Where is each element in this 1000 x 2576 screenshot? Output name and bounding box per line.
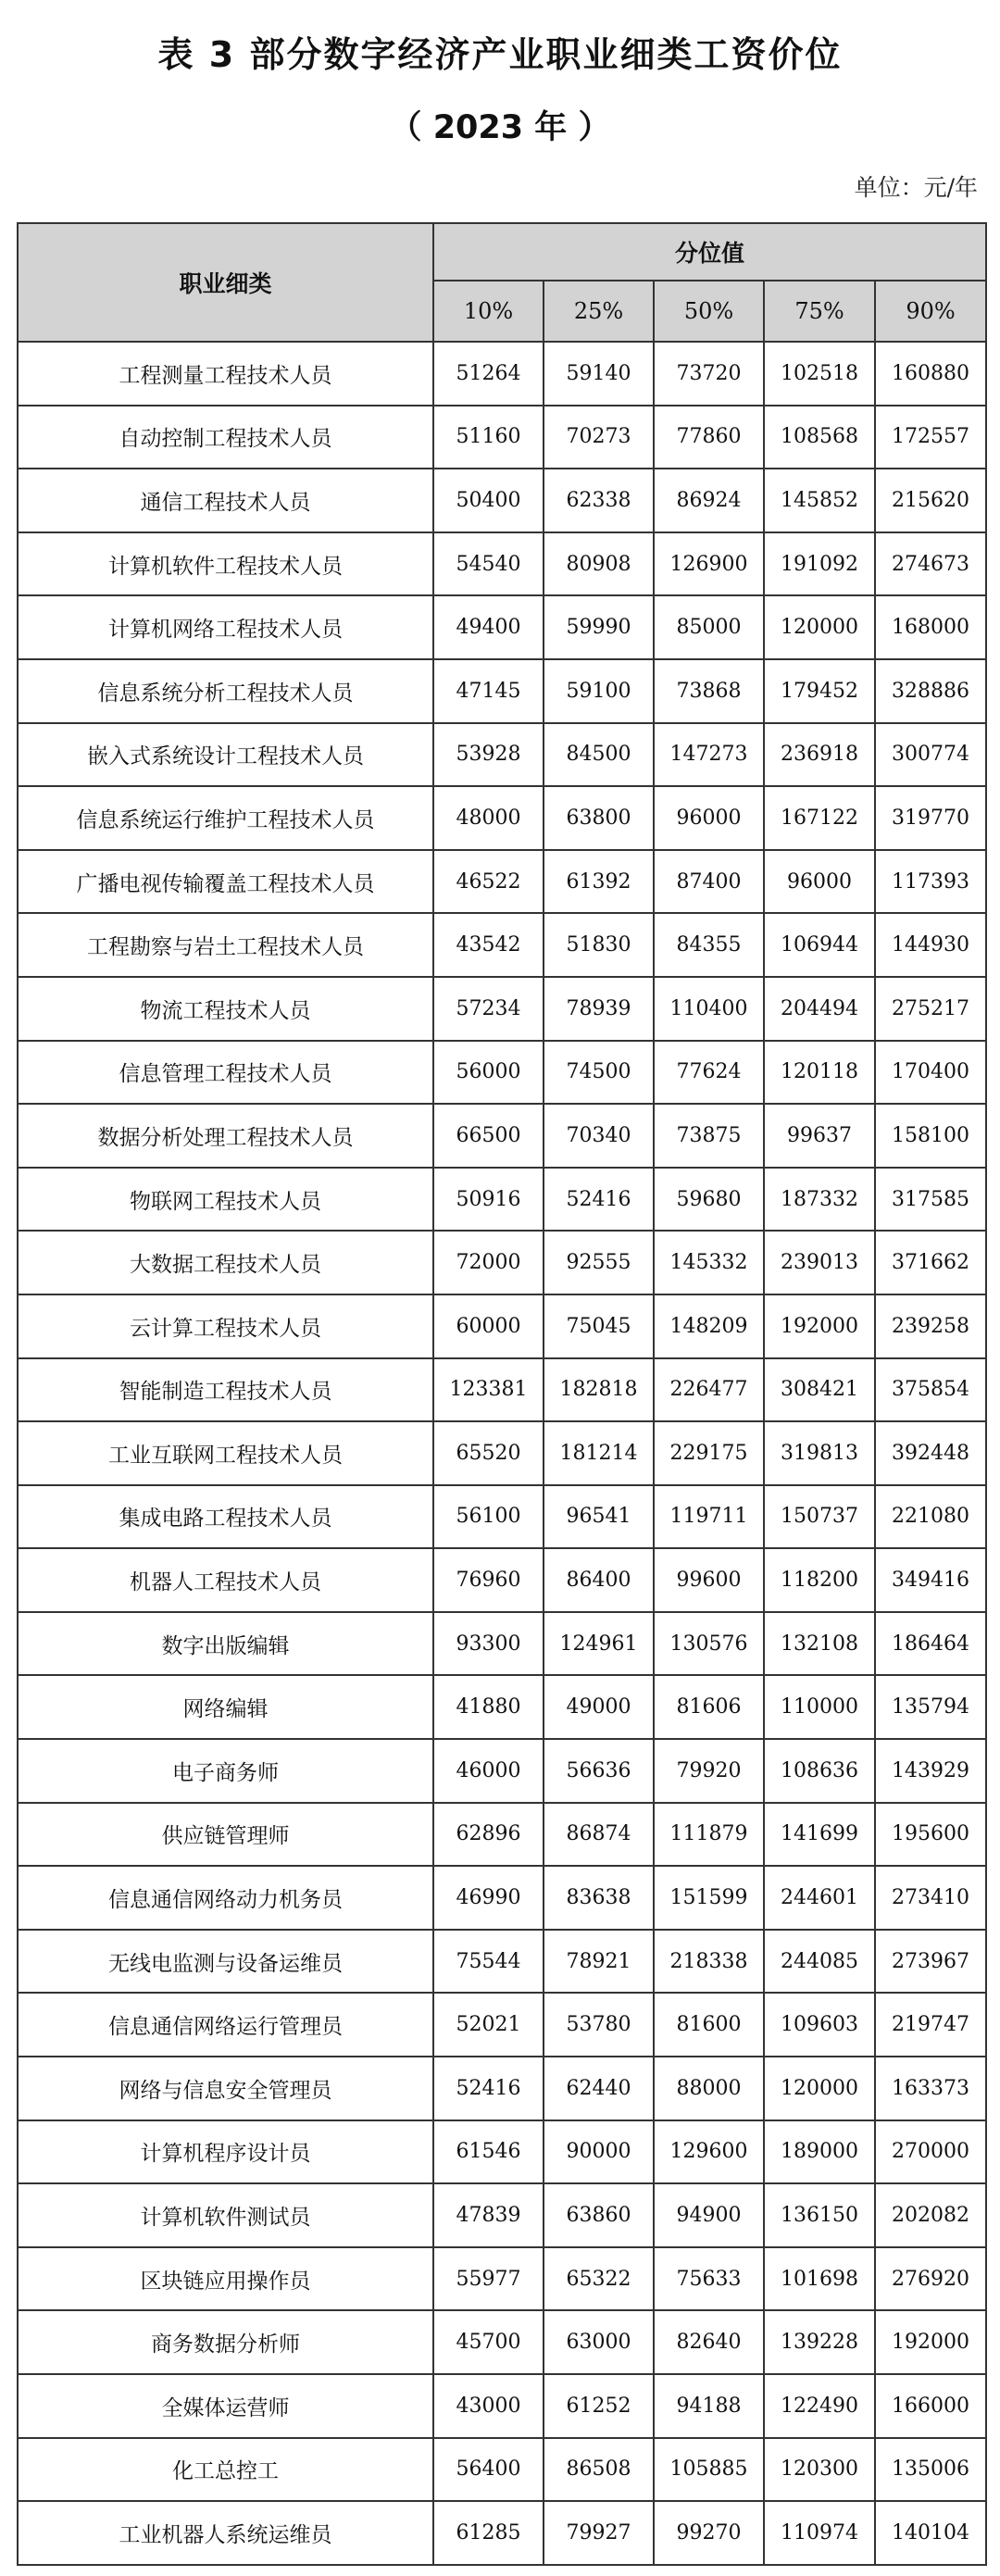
wage-cell: 274673 — [875, 532, 986, 596]
wage-cell: 63800 — [544, 786, 654, 850]
wage-cell: 52416 — [544, 1168, 654, 1232]
occupation-cell: 信息通信网络动力机务员 — [18, 1866, 433, 1930]
occupation-cell: 网络编辑 — [18, 1675, 433, 1739]
wage-cell: 195600 — [875, 1803, 986, 1867]
table-row — [18, 1168, 986, 1232]
wage-cell: 51160 — [433, 406, 544, 469]
wage-cell: 202082 — [875, 2183, 986, 2247]
table-row — [18, 913, 986, 977]
wage-cell: 120000 — [764, 595, 875, 659]
wage-cell: 88000 — [654, 2057, 764, 2120]
wage-cell: 160880 — [875, 342, 986, 406]
wage-cell: 135794 — [875, 1675, 986, 1739]
table-row — [18, 786, 986, 850]
wage-cell: 244085 — [764, 1930, 875, 1994]
wage-cell: 62896 — [433, 1803, 544, 1867]
percentile-header: 90% — [875, 281, 986, 342]
wage-cell: 53928 — [433, 723, 544, 787]
wage-cell: 163373 — [875, 2057, 986, 2120]
wage-cell: 47145 — [433, 659, 544, 723]
occupation-cell: 数字出版编辑 — [18, 1612, 433, 1676]
wage-cell: 371662 — [875, 1231, 986, 1294]
wage-cell: 50400 — [433, 469, 544, 532]
wage-cell: 150737 — [764, 1485, 875, 1549]
wage-cell: 179452 — [764, 659, 875, 723]
wage-cell: 46000 — [433, 1739, 544, 1803]
wage-cell: 192000 — [875, 2310, 986, 2374]
wage-cell: 56400 — [433, 2438, 544, 2502]
wage-cell: 79920 — [654, 1739, 764, 1803]
table-row — [18, 1485, 986, 1549]
wage-cell: 51830 — [544, 913, 654, 977]
wage-cell: 139228 — [764, 2310, 875, 2374]
wage-cell: 99637 — [764, 1104, 875, 1168]
wage-cell: 79927 — [544, 2501, 654, 2565]
wage-cell: 141699 — [764, 1803, 875, 1867]
occupation-cell: 物联网工程技术人员 — [18, 1168, 433, 1232]
wage-cell: 273410 — [875, 1866, 986, 1930]
wage-cell: 93300 — [433, 1612, 544, 1676]
wage-cell: 70340 — [544, 1104, 654, 1168]
table-row — [18, 469, 986, 532]
wage-cell: 48000 — [433, 786, 544, 850]
wage-cell: 47839 — [433, 2183, 544, 2247]
wage-cell: 182818 — [544, 1358, 654, 1422]
wage-cell: 270000 — [875, 2120, 986, 2184]
wage-cell: 72000 — [433, 1231, 544, 1294]
wage-cell: 62440 — [544, 2057, 654, 2120]
wage-cell: 61392 — [544, 850, 654, 914]
occupation-cell: 工程勘察与岩土工程技术人员 — [18, 913, 433, 977]
table-row — [18, 2374, 986, 2438]
table-row — [18, 1231, 986, 1294]
wage-cell: 55977 — [433, 2247, 544, 2311]
wage-cell: 52021 — [433, 1993, 544, 2057]
wage-cell: 106944 — [764, 913, 875, 977]
occupation-cell: 智能制造工程技术人员 — [18, 1358, 433, 1422]
wage-cell: 239258 — [875, 1294, 986, 1358]
wage-cell: 229175 — [654, 1421, 764, 1485]
wage-cell: 186464 — [875, 1612, 986, 1676]
wage-cell: 166000 — [875, 2374, 986, 2438]
table-row — [18, 1548, 986, 1612]
wage-cell: 191092 — [764, 532, 875, 596]
wage-cell: 328886 — [875, 659, 986, 723]
wage-cell: 56100 — [433, 1485, 544, 1549]
table-row — [18, 2438, 986, 2502]
table-row — [18, 2120, 986, 2184]
wage-cell: 226477 — [654, 1358, 764, 1422]
wage-cell: 94900 — [654, 2183, 764, 2247]
occupation-cell: 物流工程技术人员 — [18, 977, 433, 1041]
percentile-header: 10% — [433, 281, 544, 342]
occupation-cell: 通信工程技术人员 — [18, 469, 433, 532]
wage-cell: 167122 — [764, 786, 875, 850]
wage-cell: 170400 — [875, 1041, 986, 1105]
table-row — [18, 723, 986, 787]
wage-cell: 86508 — [544, 2438, 654, 2502]
wage-cell: 43542 — [433, 913, 544, 977]
occupation-cell: 信息系统分析工程技术人员 — [18, 659, 433, 723]
wage-cell: 70273 — [544, 406, 654, 469]
wage-cell: 102518 — [764, 342, 875, 406]
wage-cell: 135006 — [875, 2438, 986, 2502]
wage-cell: 132108 — [764, 1612, 875, 1676]
wage-cell: 59140 — [544, 342, 654, 406]
wage-cell: 51264 — [433, 342, 544, 406]
wage-cell: 53780 — [544, 1993, 654, 2057]
wage-cell: 273967 — [875, 1930, 986, 1994]
wage-cell: 96541 — [544, 1485, 654, 1549]
wage-cell: 172557 — [875, 406, 986, 469]
wage-cell: 63860 — [544, 2183, 654, 2247]
table-body — [18, 342, 986, 2565]
wage-cell: 78939 — [544, 977, 654, 1041]
wage-cell: 76960 — [433, 1548, 544, 1612]
wage-cell: 244601 — [764, 1866, 875, 1930]
wage-cell: 87400 — [654, 850, 764, 914]
wage-cell: 108568 — [764, 406, 875, 469]
wage-cell: 94188 — [654, 2374, 764, 2438]
table-row — [18, 1866, 986, 1930]
wage-cell: 109603 — [764, 1993, 875, 2057]
wage-cell: 111879 — [654, 1803, 764, 1867]
wage-cell: 219747 — [875, 1993, 986, 2057]
occupation-cell: 化工总控工 — [18, 2438, 433, 2502]
wage-cell: 204494 — [764, 977, 875, 1041]
occupation-cell: 大数据工程技术人员 — [18, 1231, 433, 1294]
wage-cell: 46990 — [433, 1866, 544, 1930]
occupation-cell: 供应链管理师 — [18, 1803, 433, 1867]
wage-cell: 78921 — [544, 1930, 654, 1994]
wage-cell: 120000 — [764, 2057, 875, 2120]
wage-cell: 145332 — [654, 1231, 764, 1294]
wage-cell: 75633 — [654, 2247, 764, 2311]
occupation-cell: 全媒体运营师 — [18, 2374, 433, 2438]
wage-cell: 96000 — [654, 786, 764, 850]
occupation-cell: 信息管理工程技术人员 — [18, 1041, 433, 1105]
wage-cell: 82640 — [654, 2310, 764, 2374]
wage-cell: 129600 — [654, 2120, 764, 2184]
wage-cell: 84500 — [544, 723, 654, 787]
wage-cell: 126900 — [654, 532, 764, 596]
wage-cell: 59680 — [654, 1168, 764, 1232]
occupation-cell: 无线电监测与设备运维员 — [18, 1930, 433, 1994]
wage-cell: 90000 — [544, 2120, 654, 2184]
table-row — [18, 2183, 986, 2247]
occupation-cell: 商务数据分析师 — [18, 2310, 433, 2374]
occupation-cell: 集成电路工程技术人员 — [18, 1485, 433, 1549]
wage-cell: 65520 — [433, 1421, 544, 1485]
occupation-cell: 云计算工程技术人员 — [18, 1294, 433, 1358]
wage-cell: 215620 — [875, 469, 986, 532]
table-row — [18, 1803, 986, 1867]
wage-cell: 81600 — [654, 1993, 764, 2057]
wage-cell: 49400 — [433, 595, 544, 659]
wage-cell: 275217 — [875, 977, 986, 1041]
wage-cell: 84355 — [654, 913, 764, 977]
wage-cell: 120118 — [764, 1041, 875, 1105]
wage-cell: 136150 — [764, 2183, 875, 2247]
wage-cell: 375854 — [875, 1358, 986, 1422]
wage-cell: 192000 — [764, 1294, 875, 1358]
wage-cell: 110400 — [654, 977, 764, 1041]
wage-cell: 319770 — [875, 786, 986, 850]
wage-cell: 189000 — [764, 2120, 875, 2184]
table-row — [18, 342, 986, 406]
wage-cell: 218338 — [654, 1930, 764, 1994]
wage-cell: 83638 — [544, 1866, 654, 1930]
wage-table — [17, 222, 987, 2566]
wage-cell: 99600 — [654, 1548, 764, 1612]
occupation-cell: 区块链应用操作员 — [18, 2247, 433, 2311]
wage-cell: 73720 — [654, 342, 764, 406]
wage-cell: 148209 — [654, 1294, 764, 1358]
wage-cell: 124961 — [544, 1612, 654, 1676]
wage-cell: 144930 — [875, 913, 986, 977]
wage-cell: 120300 — [764, 2438, 875, 2502]
wage-cell: 110974 — [764, 2501, 875, 2565]
occupation-cell: 计算机软件测试员 — [18, 2183, 433, 2247]
wage-cell: 77860 — [654, 406, 764, 469]
table-title: 表 3 部分数字经济产业职业细类工资价位 — [157, 34, 843, 75]
table-row — [18, 2057, 986, 2120]
wage-cell: 145852 — [764, 469, 875, 532]
wage-cell: 86924 — [654, 469, 764, 532]
wage-cell: 52416 — [433, 2057, 544, 2120]
occupation-cell: 机器人工程技术人员 — [18, 1548, 433, 1612]
occupation-cell: 嵌入式系统设计工程技术人员 — [18, 723, 433, 787]
occupation-cell: 计算机软件工程技术人员 — [18, 532, 433, 596]
table-row — [18, 1612, 986, 1676]
table-header — [18, 223, 986, 342]
wage-cell: 123381 — [433, 1358, 544, 1422]
percentile-header: 75% — [764, 281, 875, 342]
occupation-cell: 信息通信网络运行管理员 — [18, 1993, 433, 2057]
wage-cell: 108636 — [764, 1739, 875, 1803]
wage-cell: 158100 — [875, 1104, 986, 1168]
wage-cell: 118200 — [764, 1548, 875, 1612]
wage-cell: 147273 — [654, 723, 764, 787]
wage-cell: 96000 — [764, 850, 875, 914]
wage-cell: 75045 — [544, 1294, 654, 1358]
wage-cell: 300774 — [875, 723, 986, 787]
wage-cell: 43000 — [433, 2374, 544, 2438]
occupation-cell: 信息系统运行维护工程技术人员 — [18, 786, 433, 850]
occupation-cell: 数据分析处理工程技术人员 — [18, 1104, 433, 1168]
wage-cell: 92555 — [544, 1231, 654, 1294]
table-row — [18, 1104, 986, 1168]
wage-cell: 46522 — [433, 850, 544, 914]
occupation-cell: 工业机器人系统运维员 — [18, 2501, 433, 2565]
table-row — [18, 659, 986, 723]
wage-cell: 187332 — [764, 1168, 875, 1232]
wage-cell: 60000 — [433, 1294, 544, 1358]
wage-cell: 62338 — [544, 469, 654, 532]
table-row — [18, 1294, 986, 1358]
occupation-cell: 自动控制工程技术人员 — [18, 406, 433, 469]
wage-cell: 63000 — [544, 2310, 654, 2374]
wage-cell: 73868 — [654, 659, 764, 723]
table-row — [18, 1358, 986, 1422]
wage-cell: 317585 — [875, 1168, 986, 1232]
wage-cell: 101698 — [764, 2247, 875, 2311]
wage-cell: 99270 — [654, 2501, 764, 2565]
occupation-cell: 网络与信息安全管理员 — [18, 2057, 433, 2120]
wage-cell: 86874 — [544, 1803, 654, 1867]
occupation-cell: 广播电视传输覆盖工程技术人员 — [18, 850, 433, 914]
wage-cell: 49000 — [544, 1675, 654, 1739]
percentile-header: 50% — [654, 281, 764, 342]
wage-cell: 168000 — [875, 595, 986, 659]
wage-cell: 110000 — [764, 1675, 875, 1739]
wage-cell: 221080 — [875, 1485, 986, 1549]
wage-cell: 308421 — [764, 1358, 875, 1422]
wage-cell: 61546 — [433, 2120, 544, 2184]
wage-cell: 122490 — [764, 2374, 875, 2438]
wage-cell: 349416 — [875, 1548, 986, 1612]
wage-cell: 59990 — [544, 595, 654, 659]
header-row — [18, 223, 986, 281]
percentile-group-header: 分位值 — [433, 223, 986, 281]
table-row — [18, 2310, 986, 2374]
table-row — [18, 2501, 986, 2565]
wage-cell: 77624 — [654, 1041, 764, 1105]
wage-cell: 181214 — [544, 1421, 654, 1485]
wage-cell: 61285 — [433, 2501, 544, 2565]
table-row — [18, 850, 986, 914]
unit-label: 单位：元/年 — [854, 174, 978, 201]
wage-cell: 151599 — [654, 1866, 764, 1930]
wage-cell: 74500 — [544, 1041, 654, 1105]
table-row — [18, 1421, 986, 1485]
occupation-cell: 工业互联网工程技术人员 — [18, 1421, 433, 1485]
table-row — [18, 2247, 986, 2311]
wage-cell: 73875 — [654, 1104, 764, 1168]
wage-cell: 276920 — [875, 2247, 986, 2311]
table-row — [18, 1739, 986, 1803]
occupation-column-header: 职业细类 — [18, 223, 433, 342]
wage-cell: 143929 — [875, 1739, 986, 1803]
table-row — [18, 595, 986, 659]
wage-cell: 65322 — [544, 2247, 654, 2311]
wage-cell: 56000 — [433, 1041, 544, 1105]
wage-cell: 86400 — [544, 1548, 654, 1612]
wage-cell: 392448 — [875, 1421, 986, 1485]
table-row — [18, 532, 986, 596]
wage-cell: 236918 — [764, 723, 875, 787]
wage-cell: 56636 — [544, 1739, 654, 1803]
table-row — [18, 1930, 986, 1994]
occupation-cell: 电子商务师 — [18, 1739, 433, 1803]
wage-cell: 61252 — [544, 2374, 654, 2438]
wage-cell: 45700 — [433, 2310, 544, 2374]
wage-cell: 130576 — [654, 1612, 764, 1676]
wage-cell: 41880 — [433, 1675, 544, 1739]
occupation-cell: 计算机程序设计员 — [18, 2120, 433, 2184]
table-row — [18, 977, 986, 1041]
wage-cell: 57234 — [433, 977, 544, 1041]
table-row — [18, 1041, 986, 1105]
table-subtitle: （ 2023 年 ） — [389, 109, 611, 146]
wage-cell: 50916 — [433, 1168, 544, 1232]
wage-cell: 80908 — [544, 532, 654, 596]
occupation-cell: 计算机网络工程技术人员 — [18, 595, 433, 659]
wage-cell: 54540 — [433, 532, 544, 596]
wage-cell: 140104 — [875, 2501, 986, 2565]
wage-cell: 105885 — [654, 2438, 764, 2502]
percentile-header: 25% — [544, 281, 654, 342]
table-row — [18, 1993, 986, 2057]
table-row — [18, 406, 986, 469]
wage-cell: 75544 — [433, 1930, 544, 1994]
wage-cell: 81606 — [654, 1675, 764, 1739]
wage-cell: 117393 — [875, 850, 986, 914]
wage-cell: 59100 — [544, 659, 654, 723]
wage-cell: 319813 — [764, 1421, 875, 1485]
table-row — [18, 1675, 986, 1739]
wage-cell: 66500 — [433, 1104, 544, 1168]
wage-cell: 119711 — [654, 1485, 764, 1549]
occupation-cell: 工程测量工程技术人员 — [18, 342, 433, 406]
wage-cell: 239013 — [764, 1231, 875, 1294]
wage-cell: 85000 — [654, 595, 764, 659]
